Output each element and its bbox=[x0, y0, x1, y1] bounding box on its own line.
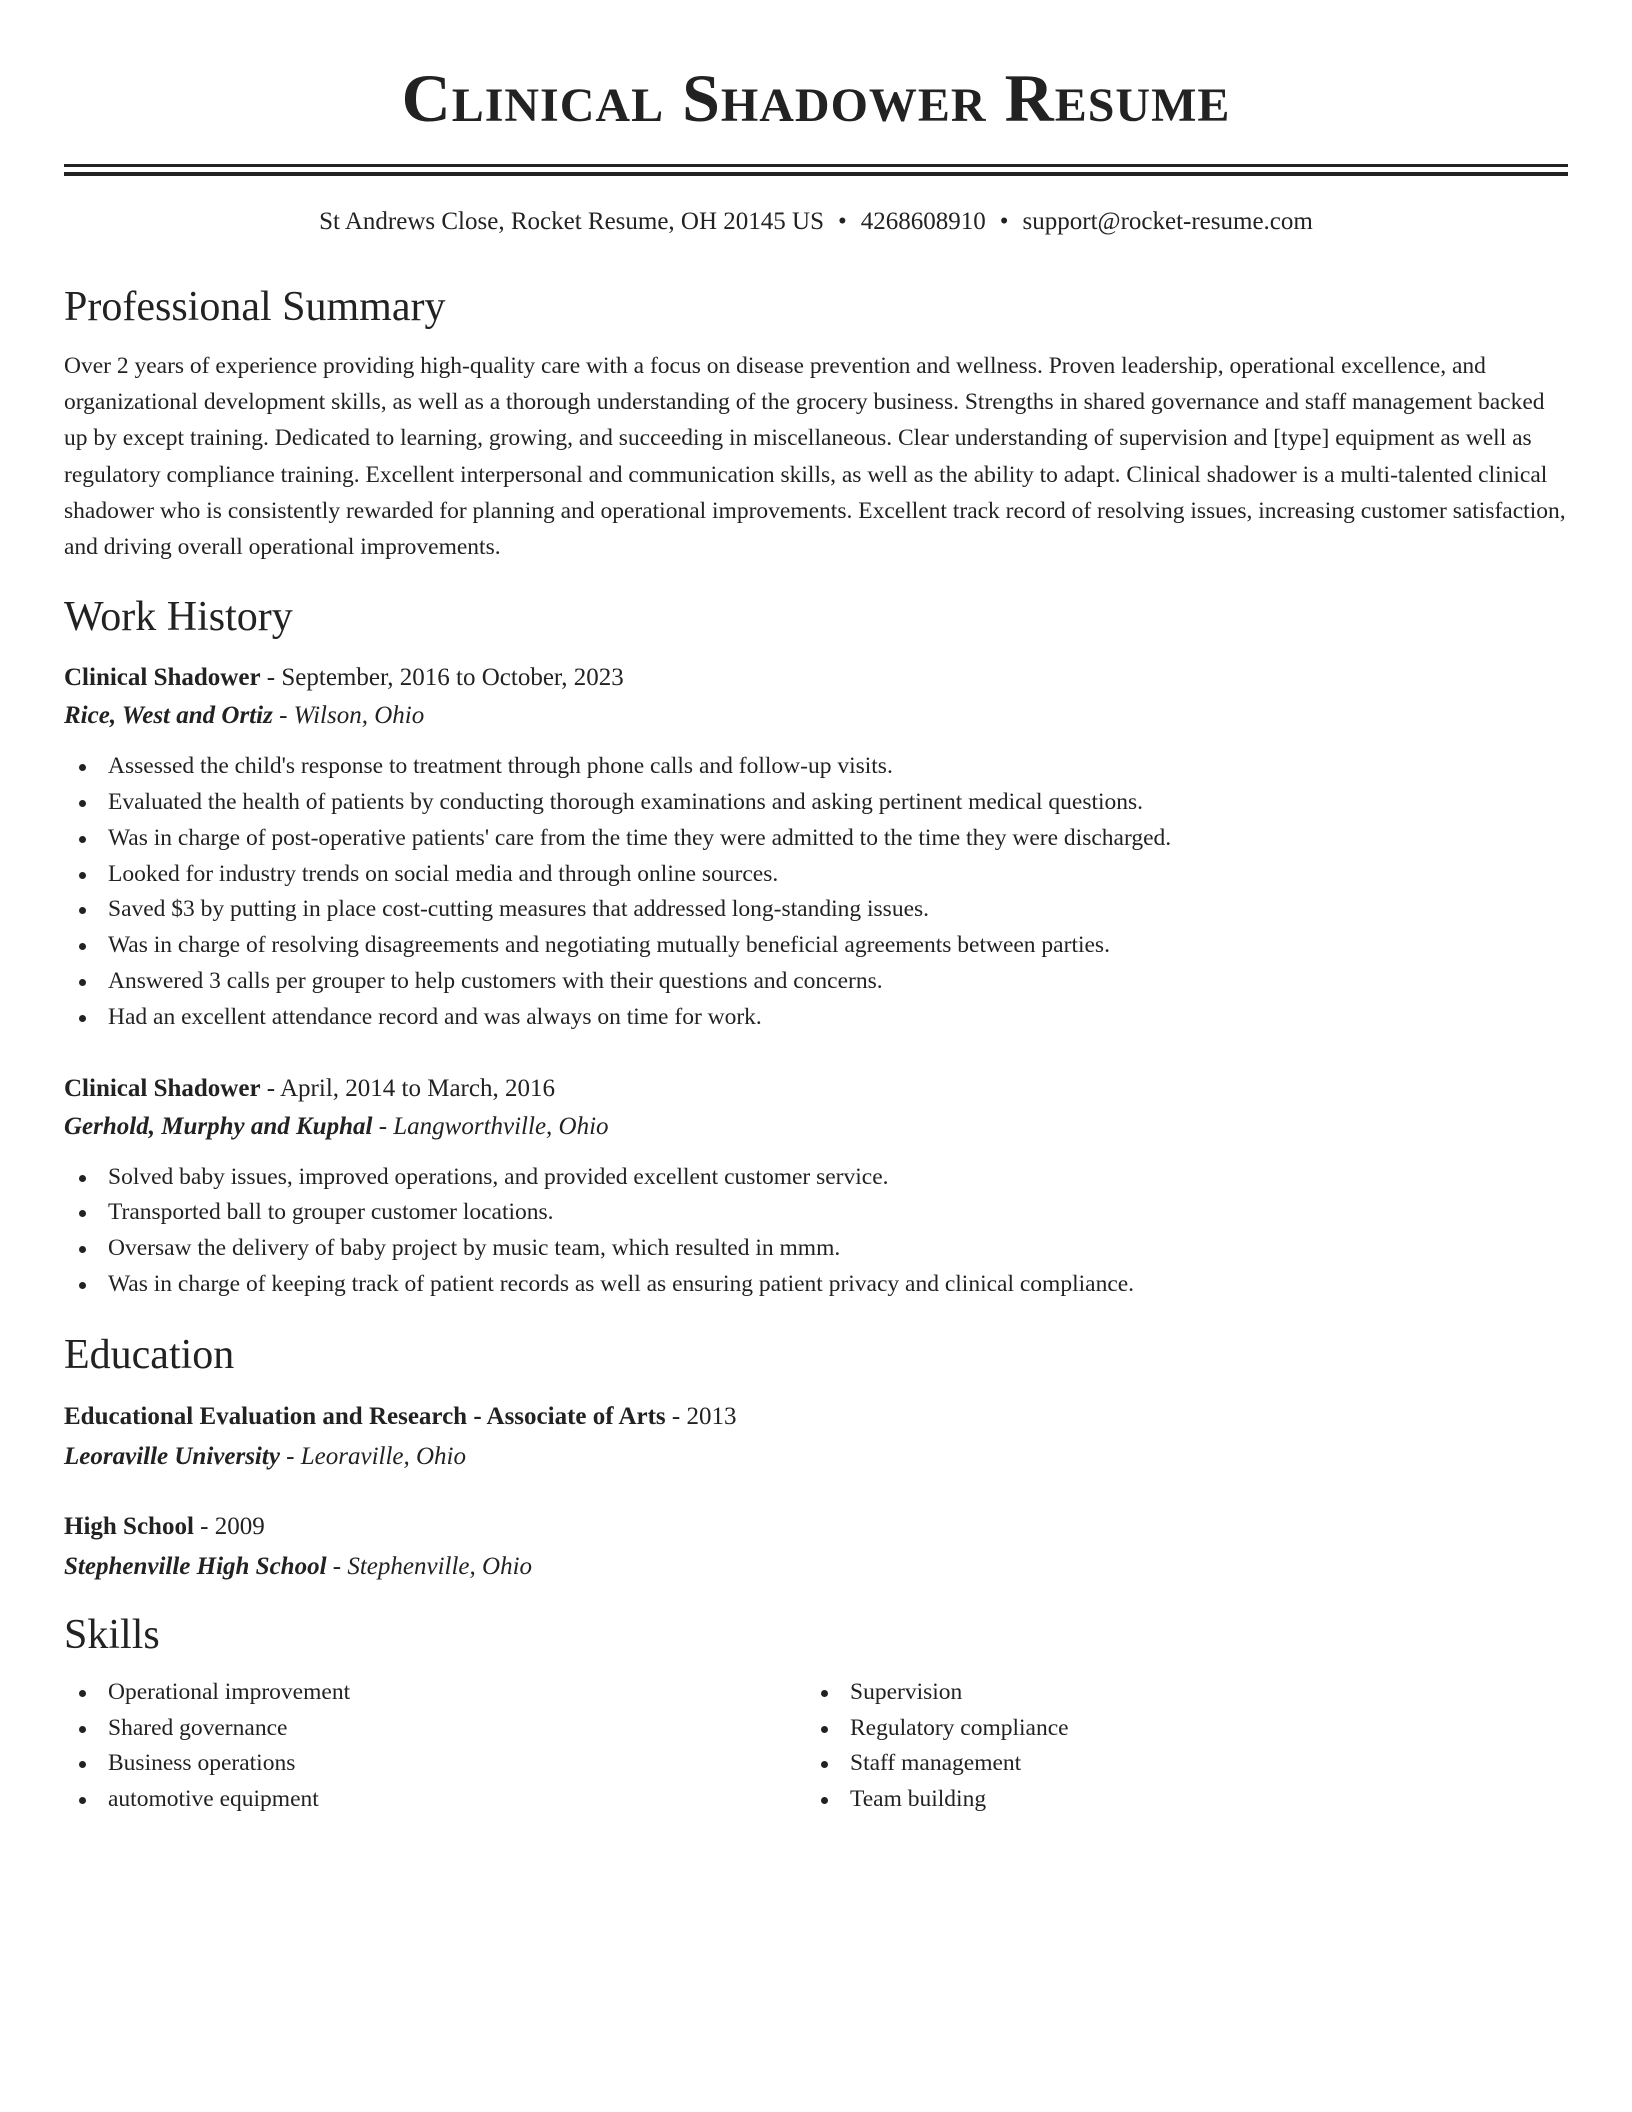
skill-text: Business operations bbox=[108, 1750, 296, 1777]
job-title: Clinical Shadower bbox=[64, 1074, 261, 1102]
job-bullet bbox=[64, 1195, 1568, 1231]
job-bullet-list bbox=[64, 1160, 1568, 1303]
job-bullet-text: Was in charge of post-operative patients' care from the time they were admitted to the time they were discharged. bbox=[108, 824, 1172, 851]
education-degree: Educational Evaluation and Research - Associate of Arts bbox=[64, 1402, 666, 1430]
bullet-dot bbox=[79, 1690, 86, 1697]
bullet-dot bbox=[821, 1726, 828, 1733]
bullet-dot bbox=[79, 1761, 86, 1768]
section-heading-work-history: Work History bbox=[64, 594, 293, 641]
bullet-dot bbox=[79, 764, 86, 771]
contact-line bbox=[64, 206, 1568, 238]
job-company: Gerhold, Murphy and Kuphal bbox=[64, 1112, 373, 1140]
job-bullet-text: Assessed the child's response to treatment through phone calls and follow-up visits. bbox=[108, 753, 893, 780]
job-bullet-text: Oversaw the delivery of baby project by music team, which resulted in mmm. bbox=[108, 1235, 841, 1262]
job-title-line bbox=[64, 659, 1568, 697]
bullet-dot bbox=[821, 1761, 828, 1768]
job-bullet bbox=[64, 928, 1568, 964]
resume-page bbox=[64, 0, 1568, 1818]
skill-item bbox=[64, 1746, 806, 1782]
job-bullet bbox=[64, 785, 1568, 821]
job-bullet bbox=[64, 892, 1568, 928]
skill-text: Supervision bbox=[850, 1678, 963, 1705]
job-entry bbox=[64, 1070, 1568, 1303]
job-bullet bbox=[64, 1231, 1568, 1267]
skills-columns bbox=[64, 1675, 1568, 1818]
contact-phone: 4268608910 bbox=[860, 208, 986, 235]
job-title: Clinical Shadower bbox=[64, 664, 261, 692]
job-bullet bbox=[64, 821, 1568, 857]
education-degree: High School bbox=[64, 1512, 194, 1540]
job-company-line bbox=[64, 697, 1568, 735]
skill-item bbox=[806, 1746, 1548, 1782]
bullet-dot bbox=[79, 907, 86, 914]
job-bullet-text: Was in charge of keeping track of patient records as well as ensuring patient privacy and clinical compliance. bbox=[108, 1270, 1135, 1297]
contact-email: support@rocket-resume.com bbox=[1022, 208, 1313, 235]
section-heading-summary: Professional Summary bbox=[64, 284, 446, 330]
education-school: Stephenville High School bbox=[64, 1552, 327, 1580]
contact-separator: • bbox=[838, 208, 847, 235]
education-degree-line bbox=[64, 1397, 1568, 1437]
education-year: - 2009 bbox=[193, 1512, 265, 1540]
bullet-dot bbox=[79, 836, 86, 843]
job-bullet bbox=[64, 964, 1568, 1000]
summary-text: Over 2 years of experience providing high-quality care with a focus on disease prevention and wellness. Proven leadership, operational excellence, and organizational development skills, as well as a thorough understanding of the grocery business. Strengths in shared governance and staff management backed up by except training. Dedicated to learning, growing, and succeeding in miscellaneous. Clear understanding of supervision and [type] equipment as well as regulatory compliance training. Excellent interpersonal and communication skills, as well as the ability to adapt. Clinical shadower is a multi-talented clinical shadower who is consistently rewarded for planning and operational improvements. Excellent track record of resolving issues, increasing customer satisfaction, and driving overall operational improvements. bbox=[64, 353, 1566, 561]
skill-text: Team building bbox=[850, 1786, 987, 1813]
job-company: Rice, West and Ortiz bbox=[64, 702, 273, 730]
job-dates: - April, 2014 to March, 2016 bbox=[260, 1074, 555, 1102]
contact-separator: • bbox=[999, 208, 1009, 235]
job-bullet bbox=[64, 1267, 1568, 1303]
bullet-dot bbox=[79, 943, 86, 950]
job-bullet-text: Was in charge of resolving disagreements and negotiating mutually beneficial agreements between parties. bbox=[108, 932, 1110, 959]
skill-item bbox=[806, 1782, 1548, 1818]
bullet-dot bbox=[79, 1797, 86, 1804]
skill-text: automotive equipment bbox=[108, 1786, 319, 1813]
skill-item bbox=[64, 1675, 806, 1711]
skill-text: Staff management bbox=[850, 1750, 1022, 1777]
skill-item bbox=[64, 1711, 806, 1747]
section-heading-skills: Skills bbox=[64, 1611, 160, 1658]
education-location: - Stephenville, Ohio bbox=[326, 1552, 533, 1580]
job-bullet-text: Evaluated the health of patients by conducting thorough examinations and asking pertinent medical questions. bbox=[108, 789, 1144, 816]
education-location: - Leoraville, Ohio bbox=[279, 1442, 467, 1470]
education-school: Leoraville University bbox=[64, 1442, 280, 1470]
resume-title: Clinical Shadower Resume bbox=[401, 60, 1231, 136]
bullet-dot bbox=[79, 1282, 86, 1289]
education-year: - 2013 bbox=[665, 1402, 737, 1430]
job-company-line bbox=[64, 1108, 1568, 1146]
bullet-dot bbox=[79, 1015, 86, 1022]
title-divider bbox=[64, 164, 1568, 176]
skill-text: Operational improvement bbox=[108, 1678, 351, 1705]
skill-item bbox=[806, 1675, 1548, 1711]
education-school-line bbox=[64, 1547, 1568, 1587]
education-entry bbox=[64, 1507, 1568, 1587]
bullet-dot bbox=[79, 872, 86, 879]
bullet-dot bbox=[821, 1797, 828, 1804]
skill-item bbox=[806, 1711, 1548, 1747]
job-location: - Wilson, Ohio bbox=[272, 702, 425, 730]
job-bullet-list bbox=[64, 749, 1568, 1035]
bullet-dot bbox=[821, 1690, 828, 1697]
job-bullet bbox=[64, 857, 1568, 893]
bullet-dot bbox=[79, 800, 86, 807]
education-entry bbox=[64, 1397, 1568, 1477]
skill-text: Shared governance bbox=[108, 1714, 288, 1741]
education-degree-line bbox=[64, 1507, 1568, 1547]
job-bullet bbox=[64, 749, 1568, 785]
section-heading-education: Education bbox=[64, 1331, 235, 1378]
job-bullet-text: Had an excellent attendance record and was always on time for work. bbox=[108, 1003, 762, 1030]
job-bullet-text: Answered 3 calls per grouper to help customers with their questions and concerns. bbox=[108, 968, 883, 994]
skills-list-right bbox=[806, 1675, 1548, 1818]
skill-text: Regulatory compliance bbox=[850, 1714, 1069, 1741]
job-location: - Langworthville, Ohio bbox=[372, 1112, 609, 1140]
bullet-dot bbox=[79, 1726, 86, 1733]
job-bullet bbox=[64, 1160, 1568, 1196]
contact-address: St Andrews Close, Rocket Resume, OH 20145 US bbox=[319, 208, 825, 235]
skill-item bbox=[64, 1782, 806, 1818]
bullet-dot bbox=[79, 1210, 86, 1217]
bullet-dot bbox=[79, 979, 86, 986]
job-bullet bbox=[64, 1000, 1568, 1036]
bullet-dot bbox=[79, 1246, 86, 1253]
education-school-line bbox=[64, 1437, 1568, 1477]
job-title-line bbox=[64, 1070, 1568, 1108]
bullet-dot bbox=[79, 1175, 86, 1182]
job-bullet-text: Transported ball to grouper customer locations. bbox=[108, 1199, 554, 1226]
job-dates: - September, 2016 to October, 2023 bbox=[260, 664, 624, 692]
job-entry bbox=[64, 659, 1568, 1035]
job-bullet-text: Saved $3 by putting in place cost-cutting measures that addressed long-standing issues. bbox=[108, 896, 930, 923]
job-bullet-text: Solved baby issues, improved operations, and provided excellent customer service. bbox=[108, 1163, 889, 1190]
job-bullet-text: Looked for industry trends on social media and through online sources. bbox=[108, 860, 779, 887]
skills-list-left bbox=[64, 1675, 806, 1818]
